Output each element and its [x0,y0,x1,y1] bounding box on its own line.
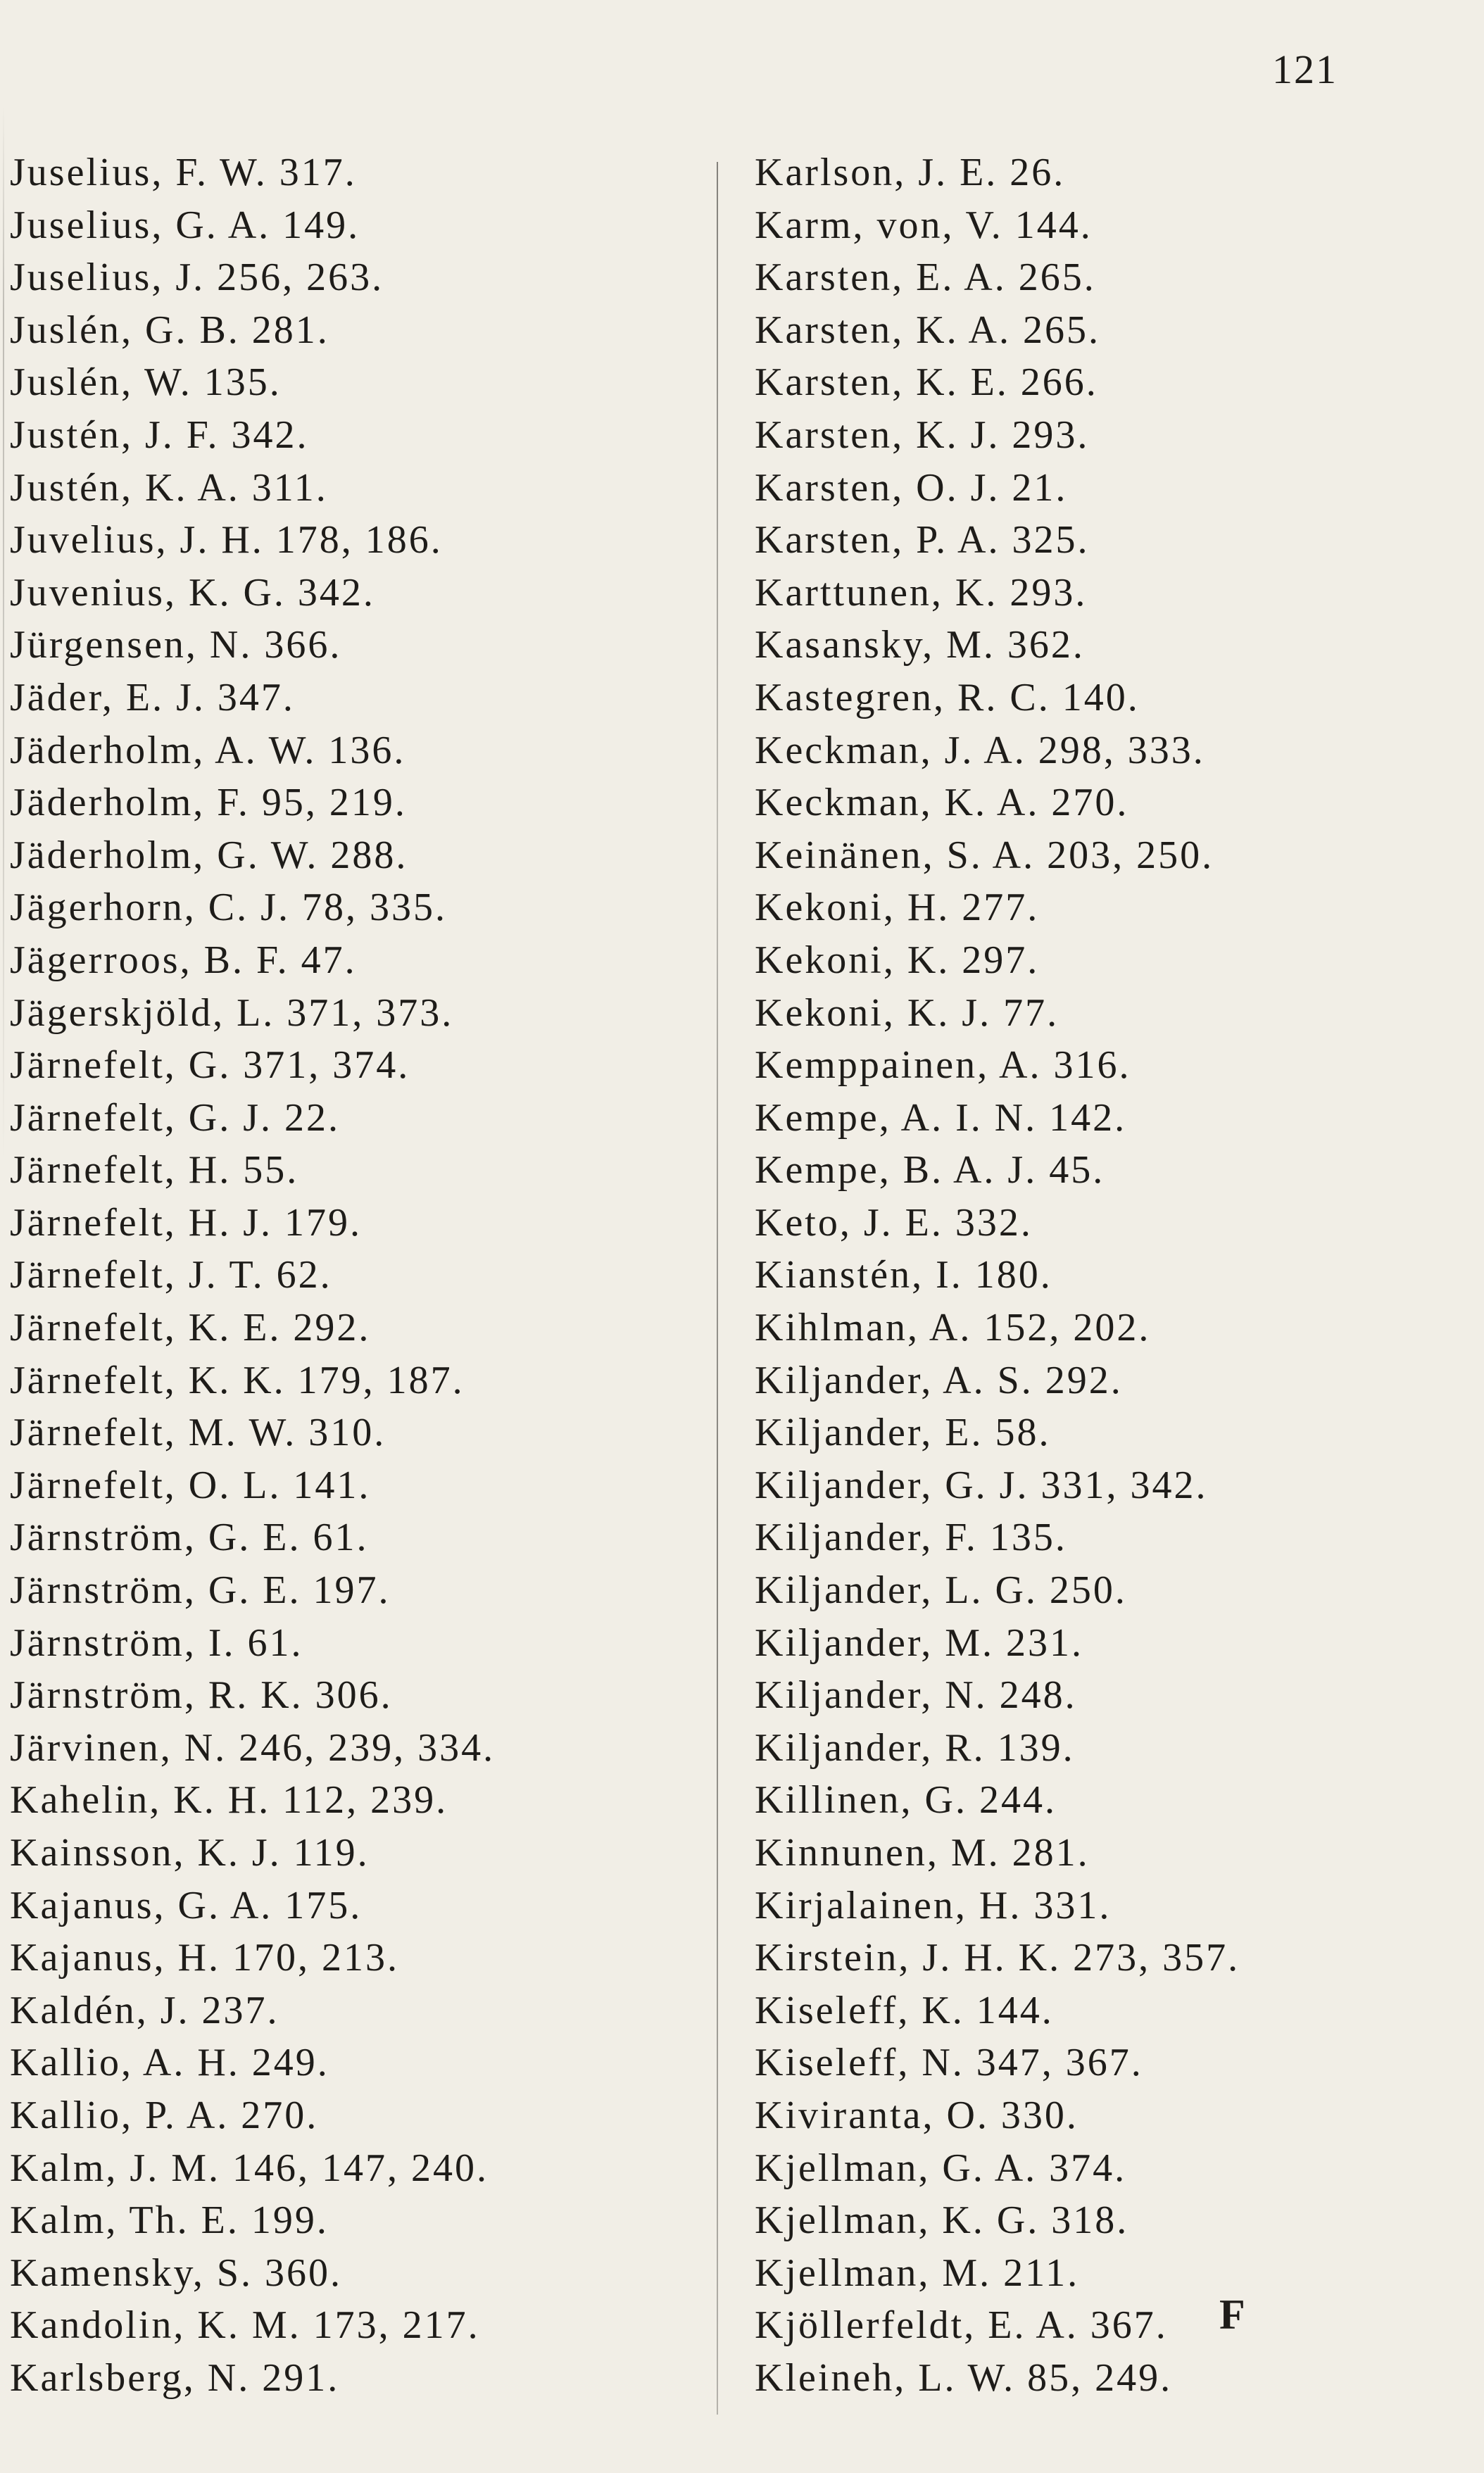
signature-mark: F [1219,2291,1245,2338]
index-entry: Juslén, G. B. 281. [10,308,329,352]
index-entry: Kiljander, N. 248. [755,1673,1077,1718]
page-edge-mark [3,106,4,1162]
index-entry: Juvenius, K. G. 342. [10,570,375,615]
index-entry: Kirstein, J. H. K. 273, 357. [755,1936,1240,1980]
index-entry: Järnefelt, K. K. 179, 187. [10,1358,465,1402]
index-entry: Karm, von, V. 144. [755,203,1093,247]
index-entry: Keckman, J. A. 298, 333. [755,728,1205,772]
index-entry: Killinen, G. 244. [755,1778,1057,1823]
index-entry: Kleineh, L. W. 85, 249. [755,2355,1173,2400]
index-entry: Kallio, P. A. 270. [10,2093,319,2137]
index-entry: Järnefelt, H. J. 179. [10,1200,363,1245]
index-entry: Kallio, A. H. 249. [10,2041,329,2085]
index-entry: Kiseleff, K. 144. [755,1988,1054,2032]
index-entry: Järnefelt, H. 55. [10,1148,299,1193]
index-entry: Kekoni, K. J. 77. [755,990,1059,1035]
index-entry: Jägerroos, B. F. 47. [10,938,357,982]
index-entry: Juselius, G. A. 149. [10,203,360,247]
index-entry: Kiljander, G. J. 331, 342. [755,1463,1208,1507]
index-entry: Kinnunen, M. 281. [755,1831,1090,1875]
column-divider [717,162,718,2415]
index-entry: Justén, J. F. 342. [10,413,309,457]
index-entry: Juselius, F. W. 317. [10,151,357,194]
index-entry: Järnefelt, O. L. 141. [10,1463,371,1507]
index-entry: Kamensky, S. 360. [10,2251,343,2295]
index-entry: Juvelius, J. H. 178, 186. [10,518,443,562]
index-entry: Kaldén, J. 237. [10,1988,279,2032]
index-entry: Kasansky, M. 362. [755,623,1085,667]
index-entry: Jäderholm, F. 95, 219. [10,781,407,825]
index-entry: Järnström, R. K. 306. [10,1673,393,1718]
index-entry: Kiljander, E. 58. [755,1411,1051,1455]
index-entry: Jäderholm, G. W. 288. [10,833,408,877]
index-entry: Järvinen, N. 246, 239, 334. [10,1725,496,1770]
index-entry: Karttunen, K. 293. [755,570,1088,615]
index-entry: Kianstén, I. 180. [755,1253,1052,1297]
index-entry: Kiljander, R. 139. [755,1725,1075,1770]
index-entry: Jägerhorn, C. J. 78, 335. [10,886,447,930]
index-entry: Kiljander, L. G. 250. [755,1568,1127,1613]
index-entry: Järnefelt, G. J. 22. [10,1095,341,1140]
index-entry: Kastegren, R. C. 140. [755,675,1140,719]
index-entry: Kiseleff, N. 347, 367. [755,2041,1143,2085]
index-entry: Kjellman, K. G. 318. [755,2198,1129,2243]
index-entry: Järnström, G. E. 197. [10,1568,391,1613]
index-entry: Karsten, E. A. 265. [755,256,1096,300]
index-entry: Jürgensen, N. 366. [10,623,342,667]
index-entry: Kiljander, A. S. 292. [755,1358,1123,1402]
index-entry: Kainsson, K. J. 119. [10,1831,370,1875]
index-entry: Justén, K. A. 311. [10,465,328,510]
index-entry: Kahelin, K. H. 112, 239. [10,1778,448,1823]
index-entry: Kjellman, G. A. 374. [755,2146,1127,2190]
page-number: 121 [1272,46,1338,92]
index-entry: Kiviranta, O. 330. [755,2093,1079,2137]
index-entry: Järnström, I. 61. [10,1621,303,1665]
index-entry: Kjellman, M. 211. [755,2251,1080,2295]
index-entry: Karsten, P. A. 325. [755,518,1090,562]
index-entry: Jägerskjöld, L. 371, 373. [10,990,454,1035]
index-entry: Keckman, K. A. 270. [755,781,1129,825]
index-entry: Kiljander, F. 135. [755,1516,1067,1560]
index-entry: Karsten, K. J. 293. [755,413,1090,457]
index-entry: Kandolin, K. M. 173, 217. [10,2303,480,2348]
index-entry: Jäderholm, A. W. 136. [10,728,406,772]
index-entry: Jäder, E. J. 347. [10,675,295,719]
index-entry: Juselius, J. 256, 263. [10,256,384,300]
index-entry: Kihlman, A. 152, 202. [755,1306,1151,1350]
index-entry: Juslén, W. 135. [10,360,282,405]
index-entry: Karsten, K. A. 265. [755,308,1100,352]
index-entry: Keto, J. E. 332. [755,1200,1033,1245]
index-entry: Järnefelt, J. T. 62. [10,1253,332,1297]
index-entry: Keinänen, S. A. 203, 250. [755,833,1214,877]
index-entry: Kekoni, K. 297. [755,938,1040,982]
index-entry: Kajanus, H. 170, 213. [10,1936,399,1980]
index-entry: Järnefelt, M. W. 310. [10,1411,386,1455]
index-entry: Kalm, J. M. 146, 147, 240. [10,2146,489,2190]
index-entry: Kjöllerfeldt, E. A. 367. [755,2303,1168,2348]
index-entry: Kekoni, H. 277. [755,886,1040,930]
index-entry: Karsten, O. J. 21. [755,465,1068,510]
index-entry: Kajanus, G. A. 175. [10,1883,363,1927]
right-index-column [755,146,1240,2405]
index-entry: Kemppainen, A. 316. [755,1043,1131,1088]
index-entry: Järnefelt, G. 371, 374. [10,1043,410,1088]
index-entry: Kirjalainen, H. 331. [755,1883,1112,1927]
left-index-column [10,146,495,2405]
index-entry: Järnefelt, K. E. 292. [10,1306,371,1350]
index-entry: Karlsberg, N. 291. [10,2355,340,2400]
index-entry: Kiljander, M. 231. [755,1621,1084,1665]
index-entry: Karsten, K. E. 266. [755,360,1098,405]
index-entry: Kalm, Th. E. 199. [10,2198,329,2243]
index-entry: Kempe, A. I. N. 142. [755,1095,1127,1140]
index-entry: Kempe, B. A. J. 45. [755,1148,1105,1193]
index-entry: Karlson, J. E. 26. [755,151,1066,194]
index-entry: Järnström, G. E. 61. [10,1516,369,1560]
